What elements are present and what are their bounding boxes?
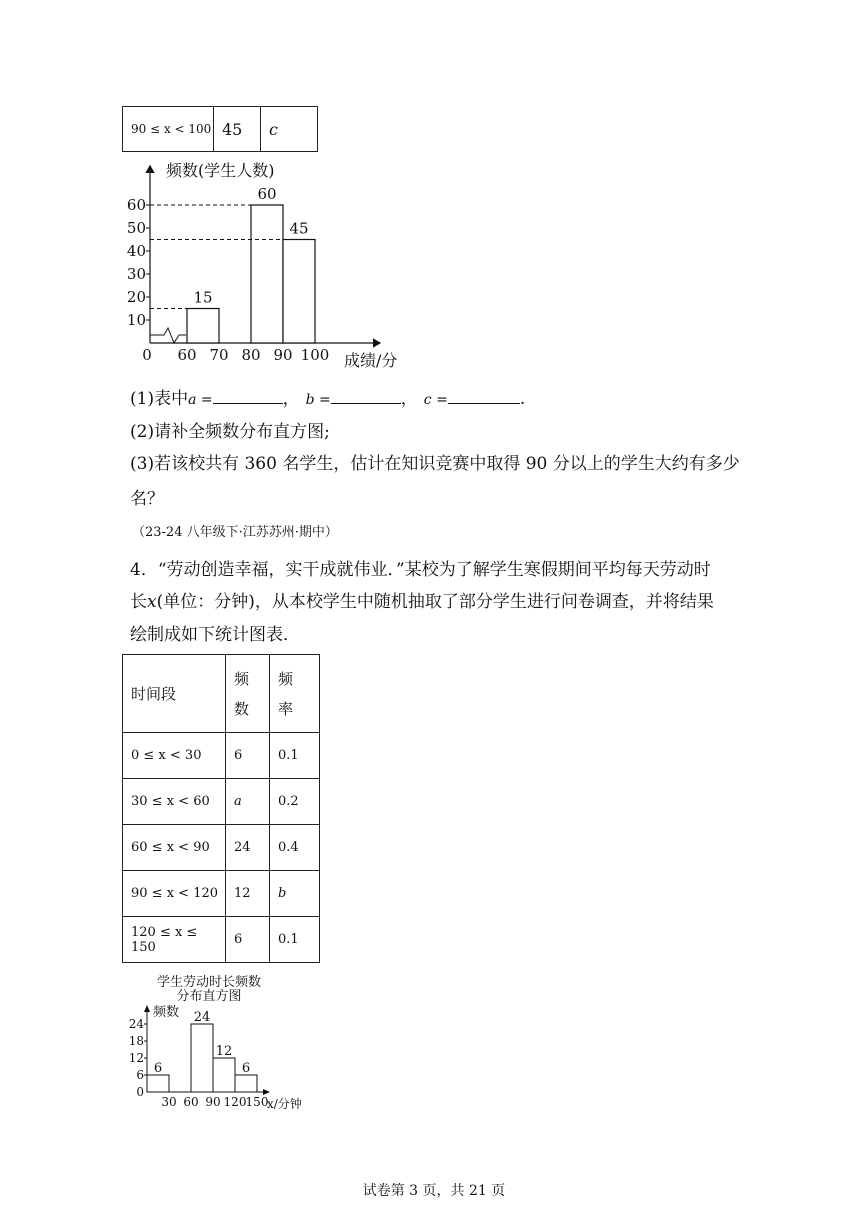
header-char: 数 [234, 699, 250, 718]
q1-b-label: b = [305, 392, 331, 408]
header-char: 率 [278, 699, 294, 718]
table-cell: 24 [226, 825, 270, 871]
table-cell: 6 [226, 917, 270, 963]
table-cell: 0.1 [270, 733, 320, 779]
table-cell: 0.2 [270, 779, 320, 825]
x-tick-label: 150 [245, 1095, 269, 1109]
y-axis-label: 频数(学生人数) [166, 161, 275, 180]
data-label: 45 [289, 219, 309, 238]
answer-blank-c[interactable] [448, 389, 520, 404]
bar [191, 1024, 213, 1092]
chart-title: 分布直方图 [176, 989, 242, 1004]
source-tag: （23-24 八年级下·江苏苏州·期中） [132, 525, 338, 540]
data-label: 24 [193, 1010, 211, 1025]
table-cell: 6 [226, 733, 270, 779]
y-tick-label: 10 [126, 311, 146, 329]
histogram-scores [118, 156, 418, 376]
answer-blank-a[interactable] [213, 389, 283, 404]
separator: ， [282, 389, 300, 409]
bar [187, 309, 219, 344]
question-3-line2: 名？ [130, 489, 164, 509]
table-cell: b [270, 871, 320, 917]
duration-table [122, 654, 320, 963]
y-tick-label: 0 [136, 1085, 144, 1099]
y-tick-label: 40 [126, 242, 146, 260]
top-table-cell: 90 ≤ x < 100 [123, 107, 214, 152]
x-tick-label: 100 [300, 346, 330, 364]
y-tick-label: 12 [128, 1051, 144, 1065]
y-tick-label: 6 [136, 1068, 144, 1082]
x-tick-label: 120 [223, 1095, 247, 1109]
p4-pre: 长 [130, 592, 147, 612]
bar [147, 1075, 169, 1092]
table-row [123, 825, 320, 871]
q1-prefix: (1)表中 [130, 389, 189, 409]
x-tick-label: 60 [177, 346, 197, 364]
top-table-cell: c [261, 107, 318, 152]
table-row [123, 871, 320, 917]
y-axis-label: 频数 [153, 1005, 180, 1020]
table-cell: 0.4 [270, 825, 320, 871]
x-tick-label: 0 [142, 346, 152, 364]
x-axis-label: x/分钟 [267, 1097, 302, 1111]
y-tick-label: 20 [126, 288, 146, 306]
y-axis-arrow [144, 1005, 150, 1012]
x-tick-label: 30 [161, 1095, 177, 1109]
question-2: (2)请补全频数分布直方图; [130, 422, 330, 442]
q1-a-label: a = [188, 392, 213, 408]
var-x: x [147, 592, 157, 612]
question-1 [130, 389, 525, 408]
y-tick-label: 18 [128, 1034, 144, 1048]
period: . [519, 389, 526, 409]
y-tick-label: 30 [126, 265, 146, 283]
x-tick-label: 60 [183, 1095, 199, 1109]
header-char: 频 [278, 669, 294, 688]
answer-blank-b[interactable] [331, 389, 401, 404]
problem4-line2 [130, 594, 714, 611]
table-cell: 90 ≤ x < 120 [123, 871, 226, 917]
header-char: 频 [234, 669, 250, 688]
table-row [123, 779, 320, 825]
chart-title: 学生劳动时长频数 [156, 975, 262, 990]
page-footer: 试卷第 3 页，共 21 页 [362, 1183, 506, 1199]
table-cell: 60 ≤ x < 90 [123, 825, 226, 871]
table-cell: 12 [226, 871, 270, 917]
y-tick-label: 50 [126, 219, 146, 237]
top-table-cell: 45 [214, 107, 261, 152]
problem4-line3: 绘制成如下统计图表． [130, 625, 300, 645]
histogram-labor-time [125, 972, 325, 1114]
table-header: 时间段 [123, 655, 226, 733]
table-cell: a [226, 779, 270, 825]
table-cell: 120 ≤ x ≤ 150 [123, 917, 226, 963]
separator: ， [400, 389, 418, 409]
data-label: 12 [215, 1044, 233, 1059]
bar [213, 1058, 235, 1092]
problem4-line1: 4．“劳动创造幸福，实干成就伟业．”某校为了解学生寒假期间平均每天劳动时 [130, 560, 711, 580]
table-row [123, 917, 320, 963]
table-header [226, 655, 270, 733]
y-tick-label: 60 [126, 196, 146, 214]
axis-break-mark [150, 328, 186, 343]
x-tick-label: 90 [273, 346, 293, 364]
data-label: 6 [153, 1061, 163, 1076]
table-header [270, 655, 320, 733]
table-cell: 0.1 [270, 917, 320, 963]
bar [235, 1075, 257, 1092]
data-label: 15 [193, 288, 213, 307]
table-cell: 30 ≤ x < 60 [123, 779, 226, 825]
y-tick-label: 24 [128, 1017, 144, 1031]
x-tick-label: 90 [205, 1095, 221, 1109]
data-label: 6 [241, 1061, 251, 1076]
q1-c-label: c = [423, 392, 448, 408]
x-tick-label: 70 [209, 346, 229, 364]
table-cell: 0 ≤ x < 30 [123, 733, 226, 779]
p4-post: (单位：分钟)，从本校学生中随机抽取了部分学生进行问卷调查，并将结果 [156, 592, 714, 612]
table-row [123, 733, 320, 779]
bar [283, 240, 315, 344]
x-axis-label: 成绩/分 [344, 351, 398, 370]
question-3-line1: (3)若该校共有 360 名学生，估计在知识竞赛中取得 90 分以上的学生大约有多少 [130, 454, 740, 474]
top-table [122, 106, 318, 152]
data-label: 60 [257, 185, 277, 203]
bar [251, 205, 283, 343]
x-tick-label: 80 [241, 346, 261, 364]
